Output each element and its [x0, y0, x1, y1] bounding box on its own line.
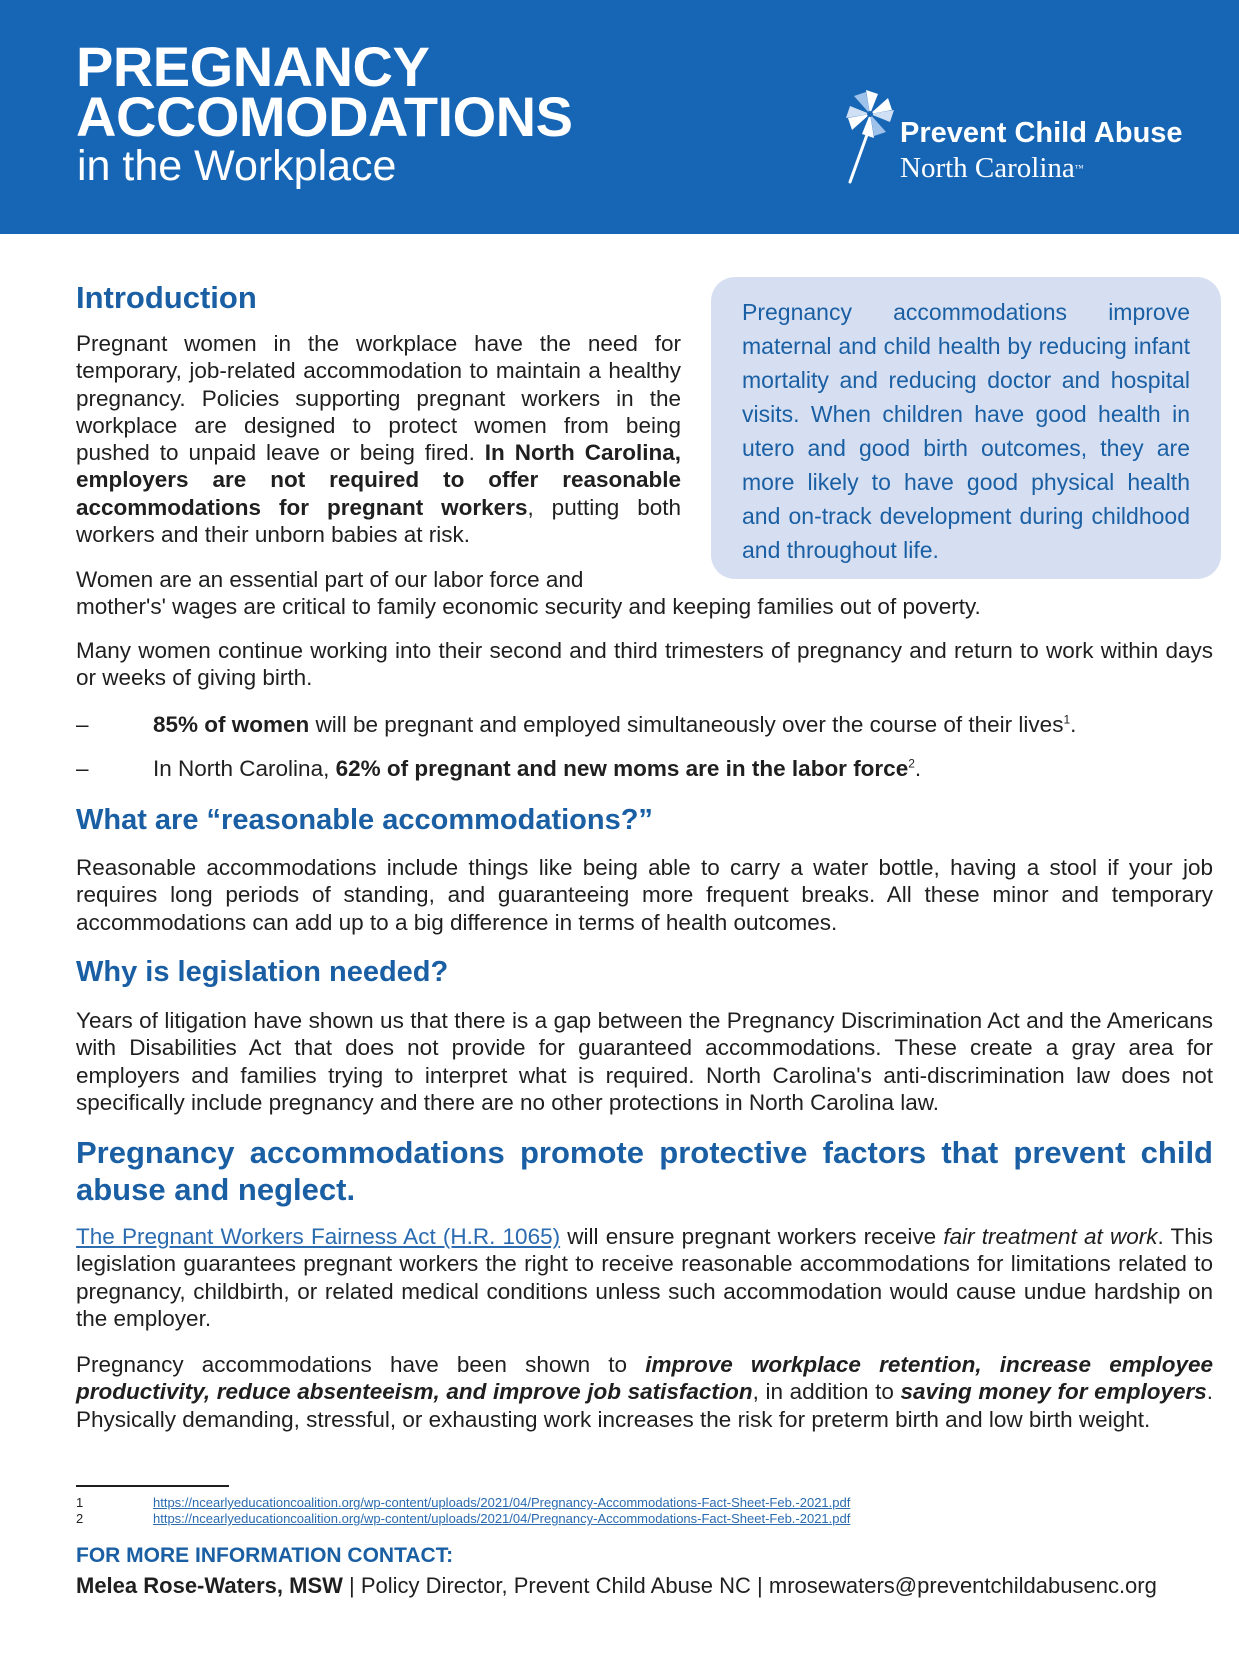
organization-logo: [842, 86, 1222, 196]
logo-text-secondary: North Carolina™: [900, 152, 1084, 184]
intro-paragraph-2-rest: mother's' wages are critical to family economic security and keeping families out of poverty.: [76, 594, 981, 619]
section-heading-protective: Pregnancy accommodations promote protective factors that prevent child abuse and neglect.: [76, 1135, 1213, 1207]
footnote-2-link[interactable]: https://ncearlyeducationcoalition.org/wp-content/uploads/2021/04/Pregnancy-Accommodations-Fact-Sheet-Feb.-2021.pdf: [153, 1511, 851, 1526]
contact-name: Melea Rose-Waters, MSW: [76, 1573, 343, 1598]
intro-paragraph-3: Many women continue working into their second and third trimesters of pregnancy and return to work within days or weeks of giving birth.: [76, 638, 1213, 691]
page-header: [0, 0, 1239, 234]
intro-paragraph-2-line1: Women are an essential part of our labor force and: [76, 567, 584, 592]
section-heading-introduction: Introduction: [76, 280, 257, 315]
title-line-2: ACCOMODATIONS: [76, 85, 573, 148]
logo-text-primary: Prevent Child Abuse: [900, 117, 1183, 149]
footnote-1-link[interactable]: https://ncearlyeducationcoalition.org/wp-content/uploads/2021/04/Pregnancy-Accommodations-Fact-Sheet-Feb.-2021.pdf: [153, 1495, 851, 1510]
section-heading-legislation: Why is legislation needed?: [76, 956, 449, 988]
protective-paragraph-2: Pregnancy accommodations have been shown to improve workplace retention, increase employee productivity, reduce absenteeism, and improve job satisfaction, in addition to saving money for employers. Physically demanding, stressful, or exhausting work increases the risk for preterm birth and low birth weight.: [76, 1352, 1214, 1432]
callout-text: Pregnancy accommodations improve maternal and child health by reducing infant mortality and reducing doctor and hospital visits. When children have good health in utero and good birth outcomes, they are more likely to have good physical health and on-track development during childhood and throughout life.: [742, 299, 1190, 563]
legislation-paragraph: Years of litigation have shown us that there is a gap between the Pregnancy Discrimination Act and the Americans with Disabilities Act that does not provide for guaranteed accommodations. These create a gray area for employers and families trying to interpret what is required. North Carolina's anti-discrimination law does not specifically include pregnancy and there are no other protections in North Carolina law.: [76, 1008, 1213, 1115]
protective-paragraph-1: The Pregnant Workers Fairness Act (H.R. 1065) will ensure pregnant workers receive fair treatment at work. This legislation guarantees pregnant workers the right to receive reasonable accommodations for limitations related to pregnancy, childbirth, or related medical conditions unless such accommodation would cause undue hardship on the employer.: [76, 1224, 1213, 1331]
contact-role: Policy Director, Prevent Child Abuse NC: [360, 1573, 751, 1598]
contact-email[interactable]: mrosewaters@preventchildabusenc.org: [768, 1573, 1157, 1598]
title-line-1: PREGNANCY: [76, 35, 430, 98]
pwfa-link[interactable]: The Pregnant Workers Fairness Act (H.R. 1065): [76, 1224, 561, 1249]
callout-box: [711, 277, 1221, 579]
pinwheel-icon: [842, 86, 908, 186]
contact-details: Melea Rose-Waters, MSW | Policy Director, Prevent Child Abuse NC | mrosewaters@preventchildabusenc.org: [76, 1573, 1157, 1598]
section-heading-reasonable: What are “reasonable accommodations?”: [76, 804, 653, 836]
footnote-divider: [76, 1485, 229, 1487]
contact-heading: FOR MORE INFORMATION CONTACT:: [76, 1544, 454, 1567]
title-line-3: in the Workplace: [77, 142, 397, 190]
reasonable-paragraph: Reasonable accommodations include things like being able to carry a water bottle, having a stool if your job requires long periods of standing, and guaranteeing more frequent breaks. All these minor and temporary accommodations can add up to a big difference in terms of health outcomes.: [76, 855, 1213, 935]
intro-paragraph-1: Pregnant women in the workplace have the need for temporary, job-related accommodation to maintain a healthy pregnancy. Policies supporting pregnant workers in the workplace are designed to protect women from being pushed to unpaid leave or being fired. In North Carolina, employers are not required to offer reasonable accommodations for pregnant workers, putting both workers and their unborn babies at risk.: [76, 331, 681, 548]
